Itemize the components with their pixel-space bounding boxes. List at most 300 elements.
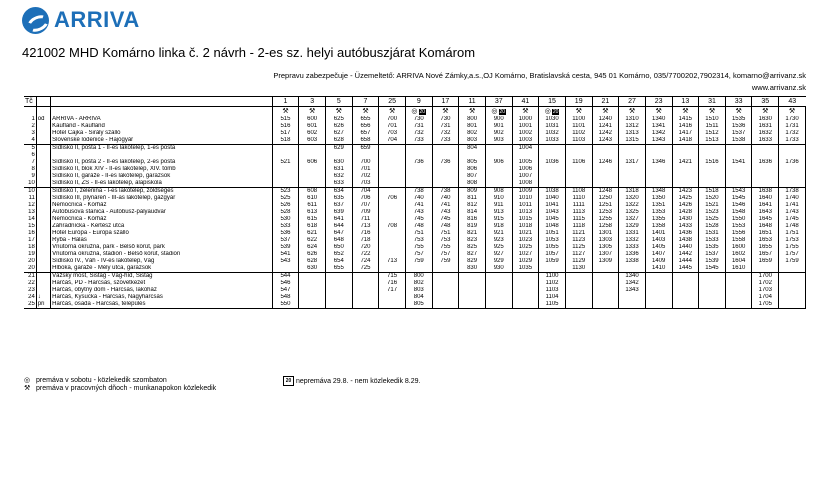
departure-time: 733: [432, 137, 459, 145]
trip-number: 41: [512, 97, 539, 107]
stop-number: 10: [24, 188, 36, 196]
departure-time: 600: [299, 116, 326, 123]
departure-time: 1005: [512, 159, 539, 166]
departure-time: [459, 273, 486, 281]
table-row: [24, 265, 806, 273]
departure-time: 731: [405, 123, 432, 130]
departure-time: [779, 152, 806, 159]
hammers-icon: ⚒: [575, 108, 582, 115]
departure-time: 1059: [539, 258, 566, 265]
departure-time: [699, 273, 726, 281]
stop-name: Harčáš, osada - Harcsás, település: [51, 301, 273, 309]
departure-time: 1032: [539, 130, 566, 137]
departure-time: 650: [325, 244, 352, 251]
departure-time: 702: [352, 173, 379, 180]
stop-name: Nemocnica - Kórház: [51, 202, 273, 209]
departure-time: [699, 173, 726, 180]
departure-time: 803: [459, 137, 486, 145]
departure-time: 647: [325, 230, 352, 237]
table-row: [24, 301, 806, 309]
departure-time: 1630: [752, 116, 779, 123]
direction-marker: [36, 130, 50, 137]
departure-time: 1425: [672, 195, 699, 202]
blank-cell: [24, 107, 36, 117]
departure-time: 1759: [779, 258, 806, 265]
departure-time: 827: [459, 251, 486, 258]
departure-time: [432, 145, 459, 153]
stop-name: Hotel Európa - Európa szálló: [51, 230, 273, 237]
direction-marker: [36, 195, 50, 202]
departure-time: 654: [325, 258, 352, 265]
departure-time: 1651: [752, 230, 779, 237]
departure-time: [512, 294, 539, 301]
legend-note: [283, 376, 420, 386]
departure-time: 706: [379, 195, 406, 202]
departure-time: 1355: [645, 216, 672, 223]
departure-time: 1740: [779, 195, 806, 202]
departure-time: [432, 280, 459, 287]
table-row: [24, 273, 806, 281]
stop-name: Sídlisko II, pošta 2 - II-es lakótelep, 2-es posta: [51, 159, 273, 166]
departure-time: [619, 145, 646, 153]
departure-time: 633: [325, 180, 352, 188]
trip-number: 15: [539, 97, 566, 107]
departure-time: [672, 173, 699, 180]
departure-time: 716: [352, 230, 379, 237]
trip-symbol: [485, 107, 512, 117]
table-row: [24, 280, 806, 287]
departure-time: [299, 301, 326, 309]
departure-time: 718: [352, 237, 379, 244]
blank-cell: [51, 107, 273, 117]
departure-time: 1751: [779, 230, 806, 237]
table-row: [24, 173, 806, 180]
hammers-icon: ⚒: [442, 108, 449, 115]
departure-time: [619, 166, 646, 173]
direction-marker: [36, 223, 50, 230]
departure-time: 541: [272, 251, 299, 258]
departure-time: 550: [272, 301, 299, 309]
departure-time: 1351: [645, 202, 672, 209]
trip-symbol: [619, 107, 646, 117]
departure-time: [459, 287, 486, 294]
departure-time: [672, 180, 699, 188]
departure-time: 1258: [592, 223, 619, 230]
stop-number: 20: [24, 258, 36, 265]
table-row: [24, 294, 806, 301]
stop-name: Harčáš, obytný dom - Harcsás, lakóház: [51, 287, 273, 294]
note-badge: 20: [552, 109, 559, 115]
trip-number: 27: [619, 97, 646, 107]
departure-time: [725, 145, 752, 153]
departure-time: 1704: [752, 294, 779, 301]
departure-time: [779, 287, 806, 294]
departure-time: 1516: [699, 159, 726, 166]
departure-time: 1246: [592, 159, 619, 166]
departure-time: [379, 265, 406, 273]
departure-time: [699, 301, 726, 309]
departure-time: 1048: [539, 223, 566, 230]
trip-symbol: [699, 107, 726, 117]
saturday-icon: ◎: [24, 377, 31, 384]
departure-time: 706: [352, 195, 379, 202]
departure-time: 751: [405, 230, 432, 237]
hammers-icon: ⚒: [735, 108, 742, 115]
departure-time: 1645: [752, 216, 779, 223]
departure-time: 759: [432, 258, 459, 265]
departure-time: [379, 145, 406, 153]
departure-time: 1604: [725, 258, 752, 265]
departure-time: 1521: [699, 202, 726, 209]
departure-time: 628: [299, 258, 326, 265]
departure-time: 738: [405, 188, 432, 196]
departure-time: 830: [459, 265, 486, 273]
stop-number: 19: [24, 251, 36, 258]
departure-time: [779, 145, 806, 153]
direction-marker: [36, 173, 50, 180]
stop-name: Sídlisko I, zelenina - I-es lakótelep, zöldséges: [51, 188, 273, 196]
departure-time: 1336: [619, 251, 646, 258]
stop-name: Vážsky most, Sistag - Vág-híd, Sistag: [51, 273, 273, 281]
departure-time: 1610: [725, 265, 752, 273]
departure-time: 800: [459, 116, 486, 123]
departure-time: 753: [405, 237, 432, 244]
departure-time: 1007: [512, 173, 539, 180]
departure-time: [725, 287, 752, 294]
page-title: 421002 MHD Komárno linka č. 2 návrh - 2-es sz. helyi autóbuszjárat Komárom: [22, 45, 476, 60]
stop-number: 3: [24, 130, 36, 137]
departure-time: 635: [325, 195, 352, 202]
departure-time: 1102: [539, 280, 566, 287]
stop-name: Ryba - Halas: [51, 237, 273, 244]
departure-time: 1753: [779, 237, 806, 244]
departure-time: 808: [459, 180, 486, 188]
departure-time: [379, 202, 406, 209]
departure-time: 711: [352, 216, 379, 223]
departure-time: 816: [459, 216, 486, 223]
direction-marker: [36, 166, 50, 173]
departure-time: 802: [405, 280, 432, 287]
departure-time: [432, 166, 459, 173]
stop-number: 12: [24, 202, 36, 209]
departure-time: 1240: [592, 116, 619, 123]
stop-number: 15: [24, 223, 36, 230]
departure-time: 829: [459, 258, 486, 265]
departure-time: 1322: [619, 202, 646, 209]
departure-time: [512, 287, 539, 294]
direction-marker: [36, 287, 50, 294]
departure-time: 1531: [699, 230, 726, 237]
departure-time: [405, 265, 432, 273]
direction-marker: [36, 145, 50, 153]
departure-time: 528: [272, 209, 299, 216]
departure-time: [539, 173, 566, 180]
departure-time: 807: [459, 173, 486, 180]
legend-item-workdays: [24, 384, 216, 392]
stop-number: 18: [24, 244, 36, 251]
departure-time: [592, 265, 619, 273]
departure-time: [512, 280, 539, 287]
departure-time: [485, 180, 512, 188]
departure-time: 1129: [565, 258, 592, 265]
departure-time: 930: [485, 265, 512, 273]
departure-time: [565, 173, 592, 180]
departure-time: 629: [325, 145, 352, 153]
departure-time: [725, 273, 752, 281]
departure-time: [672, 145, 699, 153]
stop-name: Vnútorná okružná, štadión - Belső körút, stadion: [51, 251, 273, 258]
departure-time: [645, 287, 672, 294]
departure-time: [379, 216, 406, 223]
departure-time: [272, 152, 299, 159]
departure-time: 825: [459, 244, 486, 251]
departure-time: [699, 294, 726, 301]
trip-symbol: [645, 107, 672, 117]
departure-time: 1027: [512, 251, 539, 258]
stop-number: 13: [24, 209, 36, 216]
trip-symbol: [725, 107, 752, 117]
departure-time: [379, 237, 406, 244]
trip-number: 35: [752, 97, 779, 107]
departure-time: 1405: [645, 244, 672, 251]
departure-time: 618: [299, 223, 326, 230]
departure-time: [325, 280, 352, 287]
departure-time: [485, 273, 512, 281]
departure-time: [725, 173, 752, 180]
departure-time: [619, 180, 646, 188]
departure-time: 1250: [592, 195, 619, 202]
table-row: [24, 251, 806, 258]
departure-time: 1253: [592, 209, 619, 216]
departure-time: 751: [432, 230, 459, 237]
departure-time: 802: [459, 130, 486, 137]
departure-time: 741: [405, 202, 432, 209]
departure-time: 1423: [672, 188, 699, 196]
departure-time: [325, 152, 352, 159]
departure-time: 631: [325, 166, 352, 173]
departure-time: 1103: [539, 287, 566, 294]
note-badge: 20: [499, 109, 506, 115]
departure-time: 1340: [645, 116, 672, 123]
departure-time: 1655: [752, 244, 779, 251]
departure-time: 1409: [645, 258, 672, 265]
stop-number: 5: [24, 145, 36, 153]
departure-time: 911: [485, 202, 512, 209]
departure-time: [672, 287, 699, 294]
departure-time: 748: [405, 223, 432, 230]
departure-time: [485, 145, 512, 153]
hammers-icon: ⚒: [788, 108, 796, 115]
departure-time: 1543: [725, 188, 752, 196]
departure-time: [619, 265, 646, 273]
departure-time: [619, 301, 646, 309]
trip-symbol: [325, 107, 352, 117]
departure-time: 530: [272, 216, 299, 223]
departure-time: [485, 152, 512, 159]
trip-number: 25: [379, 97, 406, 107]
departure-time: 707: [352, 202, 379, 209]
departure-time: 515: [272, 116, 299, 123]
hammers-icon: ⚒: [335, 108, 342, 115]
departure-time: 1002: [512, 130, 539, 137]
departure-time: 709: [352, 209, 379, 216]
departure-time: 1029: [512, 258, 539, 265]
stop-name: Hotel Čajka - Sirály szálló: [51, 130, 273, 137]
direction-marker: [36, 237, 50, 244]
departure-time: 1636: [752, 159, 779, 166]
departure-time: 703: [379, 130, 406, 137]
departure-time: 759: [405, 258, 432, 265]
direction-marker: [36, 280, 50, 287]
departure-time: 1510: [699, 116, 726, 123]
departure-time: 704: [352, 188, 379, 196]
departure-time: 929: [485, 258, 512, 265]
departure-time: 634: [325, 188, 352, 196]
table-row: [24, 137, 806, 145]
departure-time: 717: [379, 287, 406, 294]
departure-time: 748: [432, 223, 459, 230]
departure-time: [325, 301, 352, 309]
departure-time: 1031: [539, 123, 566, 130]
direction-marker: [36, 180, 50, 188]
departure-time: 1248: [592, 188, 619, 196]
departure-time: 1041: [539, 202, 566, 209]
trip-number: 23: [645, 97, 672, 107]
trip-number: 17: [432, 97, 459, 107]
departure-time: [752, 180, 779, 188]
stop-number: 7: [24, 159, 36, 166]
departure-time: [432, 173, 459, 180]
departure-time: 637: [325, 202, 352, 209]
note-badge: 20: [283, 376, 294, 386]
departure-time: [485, 166, 512, 173]
departure-time: 1733: [779, 137, 806, 145]
departure-time: 1533: [699, 237, 726, 244]
stop-name: Sídlisko IV., Váh - IV-es lakótelep, Vág: [51, 258, 273, 265]
departure-time: 1312: [619, 123, 646, 130]
departure-time: 1633: [752, 137, 779, 145]
departure-time: 1702: [752, 280, 779, 287]
departure-time: 648: [325, 237, 352, 244]
departure-time: 1021: [512, 230, 539, 237]
departure-time: [645, 280, 672, 287]
stop-number: 20: [24, 265, 36, 273]
departure-time: 732: [432, 130, 459, 137]
departure-time: 517: [272, 130, 299, 137]
departure-time: [645, 166, 672, 173]
departure-time: [432, 273, 459, 281]
stop-number: 11: [24, 195, 36, 202]
departure-time: 630: [325, 159, 352, 166]
departure-time: 1340: [619, 273, 646, 281]
departure-time: 1013: [512, 209, 539, 216]
departure-time: 1301: [592, 230, 619, 237]
departure-time: [779, 166, 806, 173]
departure-time: 626: [299, 251, 326, 258]
departure-time: 658: [352, 137, 379, 145]
departure-time: 811: [459, 195, 486, 202]
departure-time: [752, 152, 779, 159]
departure-time: [592, 166, 619, 173]
hammers-icon: ⚒: [762, 108, 769, 115]
departure-time: [405, 173, 432, 180]
departure-time: 757: [432, 251, 459, 258]
departure-time: [379, 180, 406, 188]
departure-time: 1001: [512, 123, 539, 130]
departure-time: [565, 166, 592, 173]
departure-time: 740: [432, 195, 459, 202]
departure-time: 1313: [619, 130, 646, 137]
tc-label: Tč: [24, 97, 36, 107]
trip-number: 33: [725, 97, 752, 107]
departure-time: 1036: [539, 159, 566, 166]
departure-time: 803: [405, 287, 432, 294]
departure-time: [352, 152, 379, 159]
arriva-logo-icon: [22, 7, 49, 34]
departure-time: 602: [299, 130, 326, 137]
table-row: [24, 209, 806, 216]
departure-time: 1251: [592, 202, 619, 209]
blank-cell: [36, 107, 50, 117]
departure-time: 1757: [779, 251, 806, 258]
departure-time: [645, 273, 672, 281]
timetable: [24, 96, 806, 309]
departure-time: [779, 294, 806, 301]
stop-name: ARRIVA - ARRIVA: [51, 116, 273, 123]
departure-time: 601: [299, 123, 326, 130]
departure-time: 1045: [539, 216, 566, 223]
departure-time: 523: [272, 188, 299, 196]
stop-number: 2: [24, 123, 36, 130]
departure-time: 1100: [539, 273, 566, 281]
departure-time: 1641: [752, 202, 779, 209]
table-row: [24, 116, 806, 123]
departure-time: 902: [485, 130, 512, 137]
departure-time: 1407: [645, 251, 672, 258]
departure-time: [299, 180, 326, 188]
departure-time: 1015: [512, 216, 539, 223]
departure-time: [619, 294, 646, 301]
departure-time: [779, 273, 806, 281]
trip-number: 31: [699, 97, 726, 107]
departure-time: 927: [485, 251, 512, 258]
departure-time: 656: [352, 123, 379, 130]
trip-symbol-row: [24, 107, 806, 117]
departure-time: 652: [325, 251, 352, 258]
departure-time: 516: [272, 123, 299, 130]
departure-time: [272, 173, 299, 180]
stop-number: 6: [24, 152, 36, 159]
departure-time: 1105: [539, 301, 566, 309]
stop-name: Sídlisko III, plynáreň - III-as lakótelep, gázgyár: [51, 195, 273, 202]
departure-time: 1743: [779, 209, 806, 216]
departure-time: [325, 294, 352, 301]
departure-time: [672, 294, 699, 301]
departure-time: 521: [272, 159, 299, 166]
departure-time: 743: [432, 209, 459, 216]
trip-number: 1: [272, 97, 299, 107]
departure-time: 755: [405, 244, 432, 251]
departure-time: [592, 287, 619, 294]
departure-time: 713: [379, 258, 406, 265]
website-link[interactable]: www.arrivanz.sk: [751, 83, 806, 92]
departure-time: [565, 294, 592, 301]
departure-time: 1632: [752, 130, 779, 137]
table-row: [24, 188, 806, 196]
departure-time: 1657: [752, 251, 779, 258]
departure-time: 1631: [752, 123, 779, 130]
departure-time: 730: [405, 116, 432, 123]
